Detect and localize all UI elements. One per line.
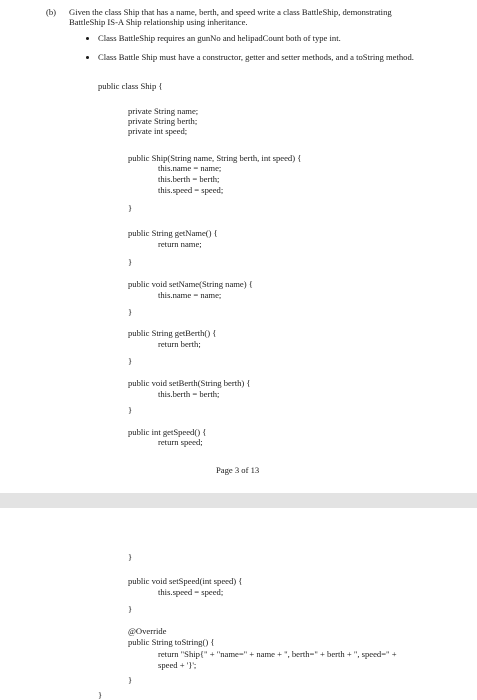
code-field-berth: private String berth; <box>128 116 198 126</box>
page-separator <box>0 493 477 508</box>
code-override-annotation: @Override <box>128 626 167 636</box>
question-intro-line1: Given the class Ship that has a name, berth, and speed write a class BattleShip, demonstrating <box>69 7 392 17</box>
requirement-bullet-2: Class Battle Ship must have a constructor, getter and setter methods, and a toString method. <box>98 52 414 62</box>
code-constructor-line: this.berth = berth; <box>158 174 220 184</box>
code-getspeed-signature: public int getSpeed() { <box>128 427 207 437</box>
code-tostring-body: return "Ship{" + "name=" + name + ", berth=" + berth + ", speed=" + <box>158 649 399 659</box>
code-getname-body: return name; <box>158 239 202 249</box>
code-field-name: private String name; <box>128 106 199 116</box>
bullet-dot-2 <box>86 56 89 59</box>
code-closing-brace: } <box>128 552 133 562</box>
code-closing-brace: } <box>128 675 133 685</box>
code-closing-brace: } <box>128 405 133 415</box>
code-closing-brace: } <box>128 257 133 267</box>
requirement-bullet-1: Class BattleShip requires an gunNo and helipadCount both of type int. <box>98 33 341 43</box>
code-setspeed-signature: public void setSpeed(int speed) { <box>128 576 243 586</box>
code-setname-signature: public void setName(String name) { <box>128 279 253 289</box>
question-label: (b) <box>46 7 57 17</box>
code-closing-brace: } <box>128 356 133 366</box>
code-constructor-line: this.name = name; <box>158 163 222 173</box>
code-closing-brace: } <box>128 307 133 317</box>
document-page-4 <box>0 508 477 700</box>
code-field-speed: private int speed; <box>128 126 188 136</box>
code-closing-brace: } <box>128 604 133 614</box>
code-getberth-signature: public String getBerth() { <box>128 328 217 338</box>
code-tostring-body: speed + '}'; <box>158 660 197 670</box>
code-constructor-signature: public Ship(String name, String berth, int speed) { <box>128 153 302 163</box>
code-setberth-body: this.berth = berth; <box>158 389 220 399</box>
code-getname-signature: public String getName() { <box>128 228 218 238</box>
code-getberth-body: return berth; <box>158 339 201 349</box>
code-constructor-line: this.speed = speed; <box>158 185 224 195</box>
page-number: Page 3 of 13 <box>216 465 260 475</box>
code-getspeed-body: return speed; <box>158 437 203 447</box>
code-closing-brace: } <box>128 203 133 213</box>
question-intro-line2: BattleShip IS-A Ship relationship using inheritance. <box>69 17 248 27</box>
code-setspeed-body: this.speed = speed; <box>158 587 224 597</box>
code-tostring-signature: public String toString() { <box>128 637 215 647</box>
code-setname-body: this.name = name; <box>158 290 222 300</box>
code-class-closing-brace: } <box>98 690 103 700</box>
code-class-declaration: public class Ship { <box>98 81 163 91</box>
bullet-dot-1 <box>86 37 89 40</box>
code-setberth-signature: public void setBerth(String berth) { <box>128 378 251 388</box>
